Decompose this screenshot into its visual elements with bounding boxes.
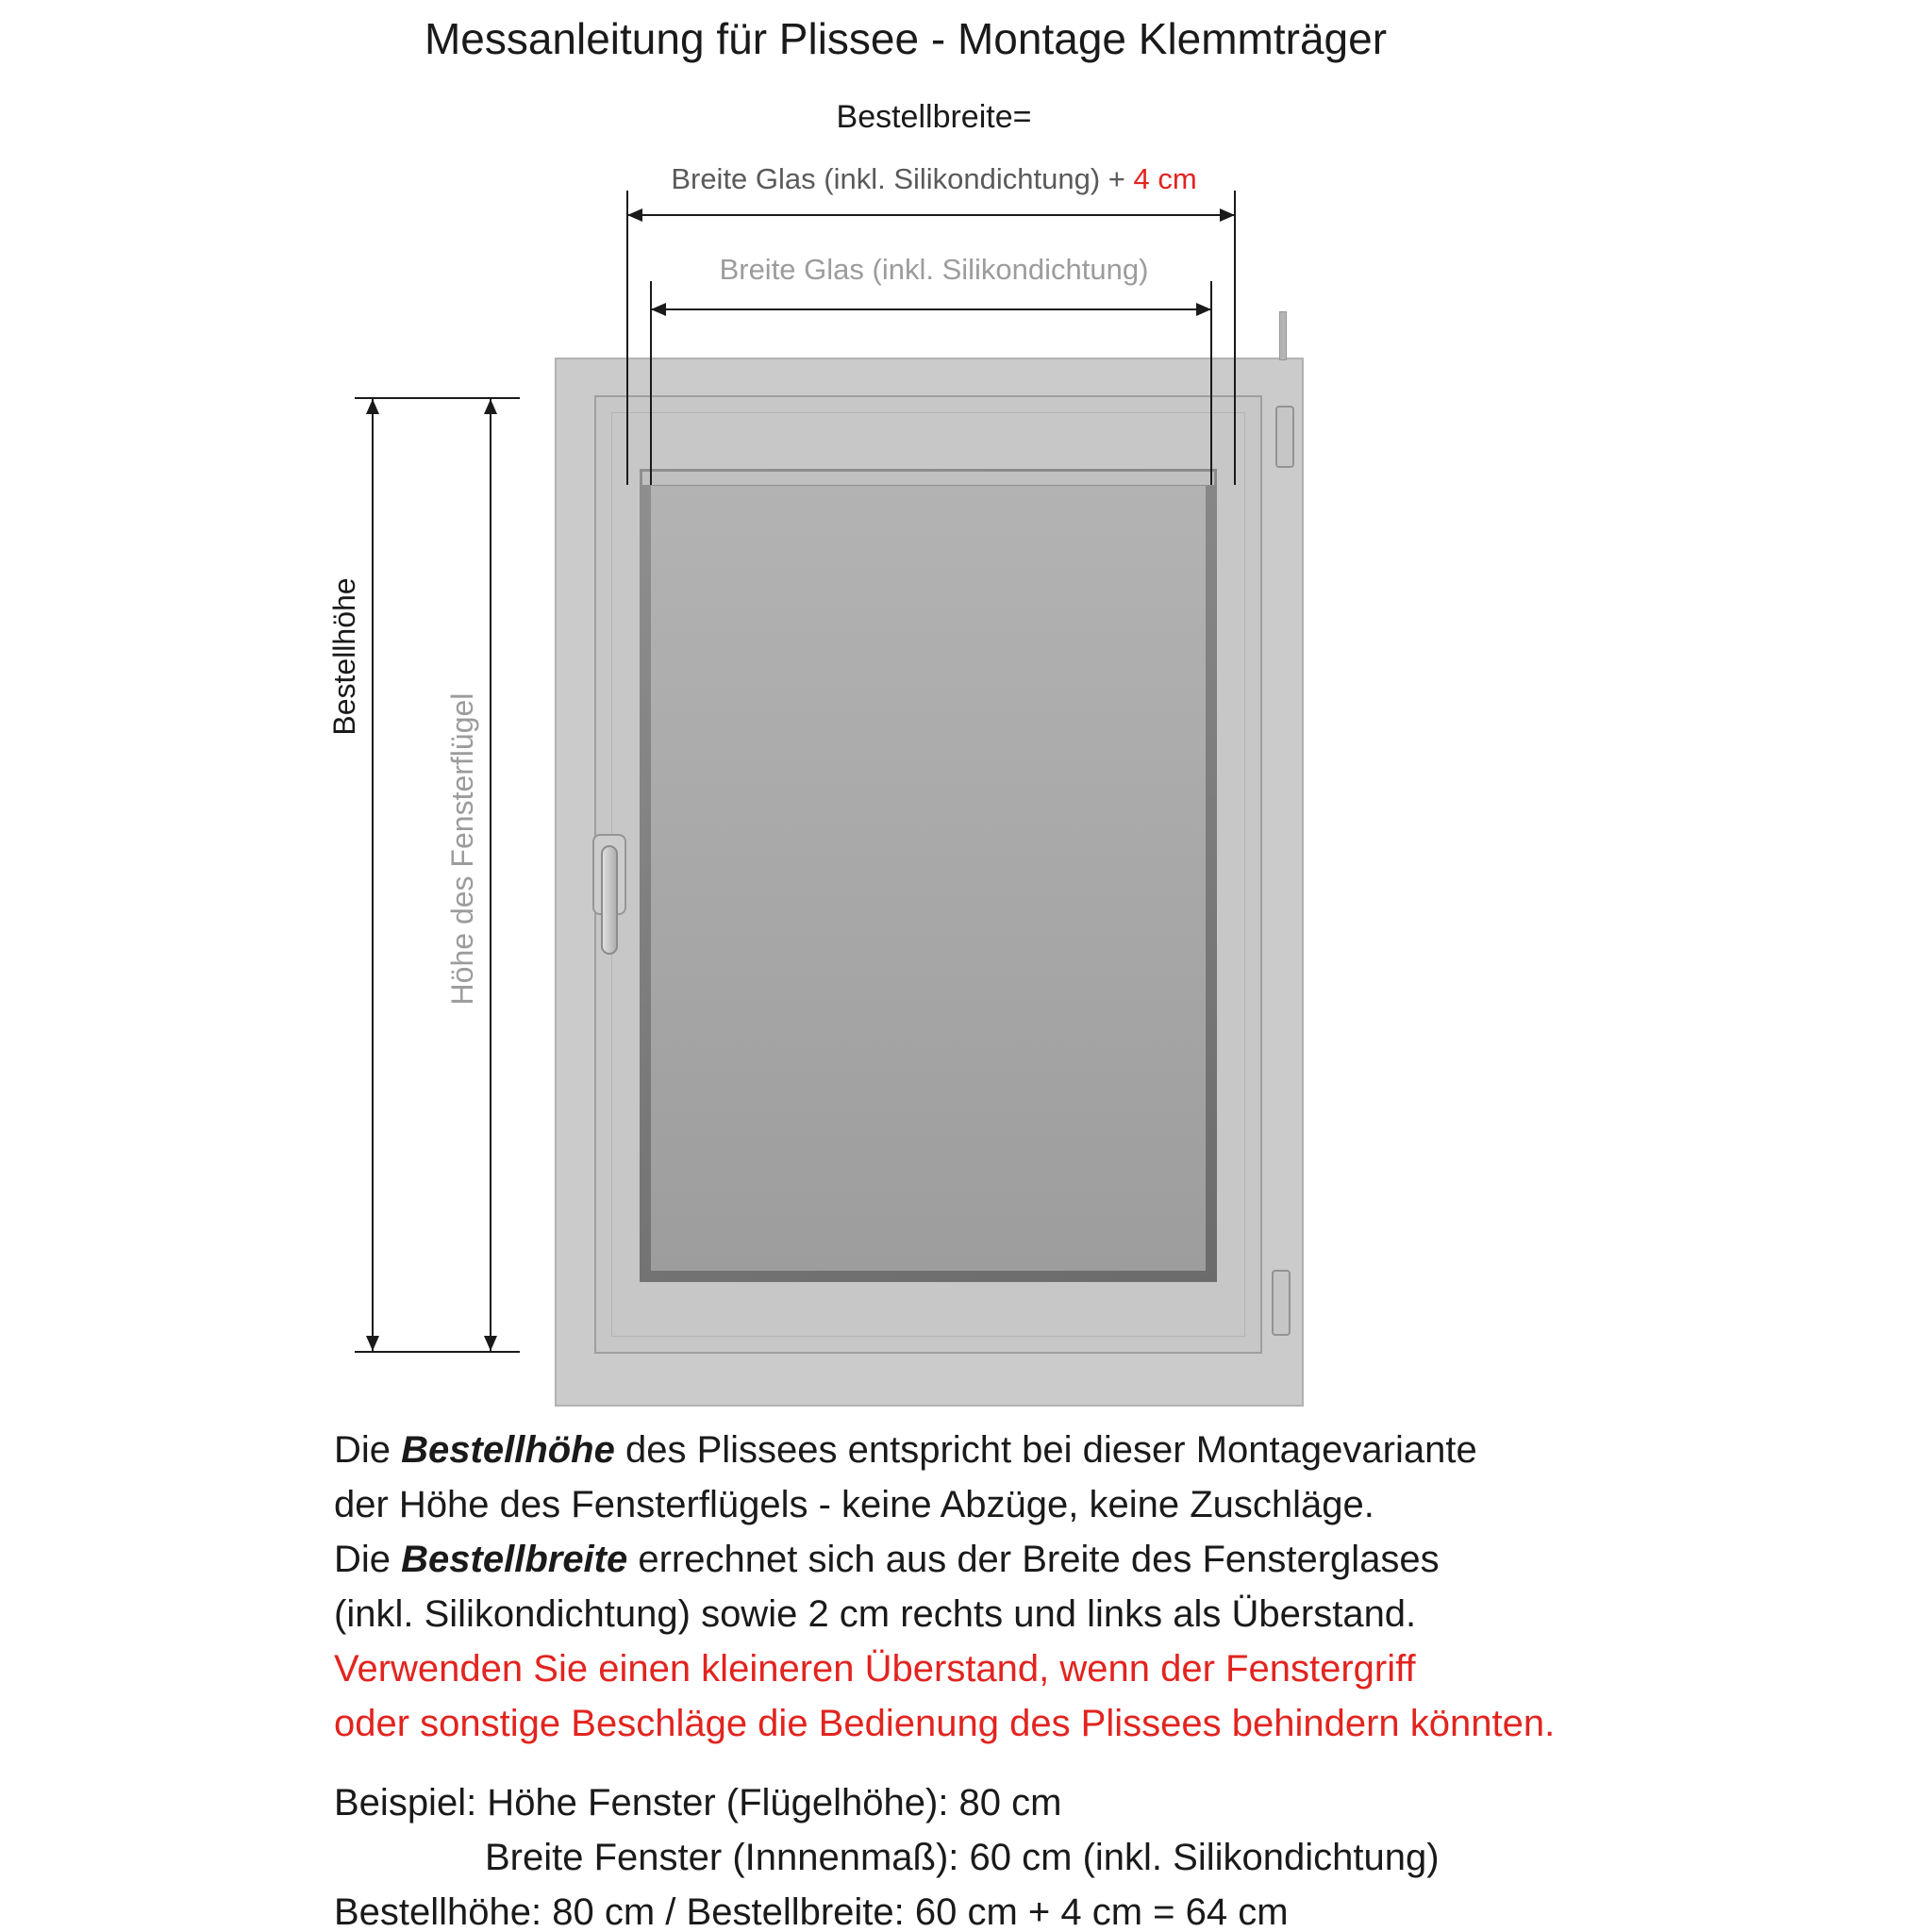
description-line-1 xyxy=(334,1423,1555,1477)
sash-height-dimension-arrow xyxy=(490,399,491,1351)
warning-line-2: oder sonstige Beschläge die Bedienung des Plissees behindern könnten. xyxy=(334,1703,1556,1744)
order-width-extension-line-right xyxy=(1234,191,1236,485)
description-line-1-pre: Die xyxy=(334,1429,402,1471)
window-hinge-top xyxy=(1275,406,1294,468)
example-line-3: Bestellhöhe: 80 cm / Bestellbreite: 60 cm + 4 cm = 64 cm xyxy=(334,1891,1289,1932)
description-line-4: (inkl. Silikondichtung) sowie 2 cm rechts und links als Überstand. xyxy=(334,1593,1417,1635)
description-line-3-post: errechnet sich aus der Breite des Fensterglases xyxy=(627,1539,1440,1580)
order-width-dimension-arrow xyxy=(627,214,1235,216)
description-line-2: der Höhe des Fensterflügels - keine Abzüge, keine Zuschläge. xyxy=(334,1484,1374,1525)
order-height-label: Bestellhöhe xyxy=(326,577,361,736)
description-text xyxy=(334,1423,1555,1751)
sash-height-label: Höhe des Fensterflügel xyxy=(444,692,479,1006)
page-title: Messanleitung für Plissee - Montage Klemmträger xyxy=(424,14,1388,63)
order-width-label: Bestellbreite= xyxy=(836,99,1032,135)
description-term-order-width: Bestellbreite xyxy=(401,1539,628,1580)
example-line-1: Beispiel: Höhe Fenster (Flügelhöhe): 80 cm xyxy=(334,1782,1062,1824)
description-line-3 xyxy=(334,1532,1555,1587)
order-width-extension-line-left xyxy=(626,191,628,485)
window-hinge-pin-top xyxy=(1279,311,1287,360)
order-width-formula xyxy=(472,162,1396,196)
description-line-3-pre: Die xyxy=(334,1539,402,1580)
warning-line-1: Verwenden Sie einen kleineren Überstand, wenn der Fenstergriff xyxy=(334,1648,1416,1690)
glass-width-dimension-arrow xyxy=(651,308,1211,310)
description-term-order-height: Bestellhöhe xyxy=(401,1429,615,1471)
order-width-formula-text: Breite Glas (inkl. Silikondichtung) + xyxy=(671,162,1134,195)
plissee-clamp-rail xyxy=(641,471,1215,486)
glass-width-label: Breite Glas (inkl. Silikondichtung) xyxy=(719,253,1149,286)
window-hinge-bottom xyxy=(1272,1270,1291,1336)
example-text xyxy=(334,1775,1440,1932)
window-glass xyxy=(651,480,1206,1271)
description-line-1-post: des Plissees entspricht bei dieser Montagevariante xyxy=(614,1429,1477,1471)
sash-height-extension-line-bottom xyxy=(355,1351,520,1353)
order-width-formula-addition: 4 cm xyxy=(1133,162,1197,195)
window-handle xyxy=(601,845,618,955)
example-line-2: Breite Fenster (Innnenmaß): 60 cm (inkl. Silikondichtung) xyxy=(485,1837,1440,1878)
order-height-dimension-arrow xyxy=(372,399,374,1351)
